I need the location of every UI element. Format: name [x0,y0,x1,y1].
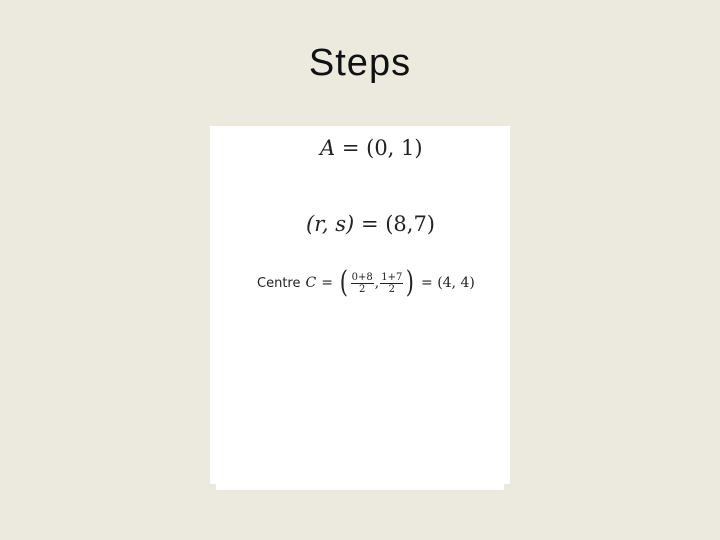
fraction-x-denominator: 2 [359,283,366,295]
slide-title: Steps [308,42,412,84]
equation-centre [257,265,475,300]
right-paren: ) [406,265,415,300]
eq2-rhs: = (8,7) [360,212,435,236]
centre-label: Centre [257,275,301,291]
equation-point-a [320,136,423,160]
centre-var: C [305,275,317,291]
centre-equals: = [321,275,333,291]
embedded-image-page [210,126,510,484]
fraction-x [351,272,374,295]
fraction-comma: , [374,275,380,291]
eq1-lhs: A [320,136,336,160]
eq1-rhs: = (0, 1) [341,136,423,160]
fraction-y [380,272,403,295]
embedded-image-edge [216,482,504,490]
equation-point-rs [306,212,435,236]
centre-result: = (4, 4) [421,275,475,291]
eq2-lhs: (r, s) [306,212,355,236]
fraction-y-numerator: 1+7 [381,271,403,283]
left-paren: ( [339,265,348,300]
fraction-y-denominator: 2 [388,283,395,295]
fraction-x-numerator: 0+8 [351,271,373,283]
